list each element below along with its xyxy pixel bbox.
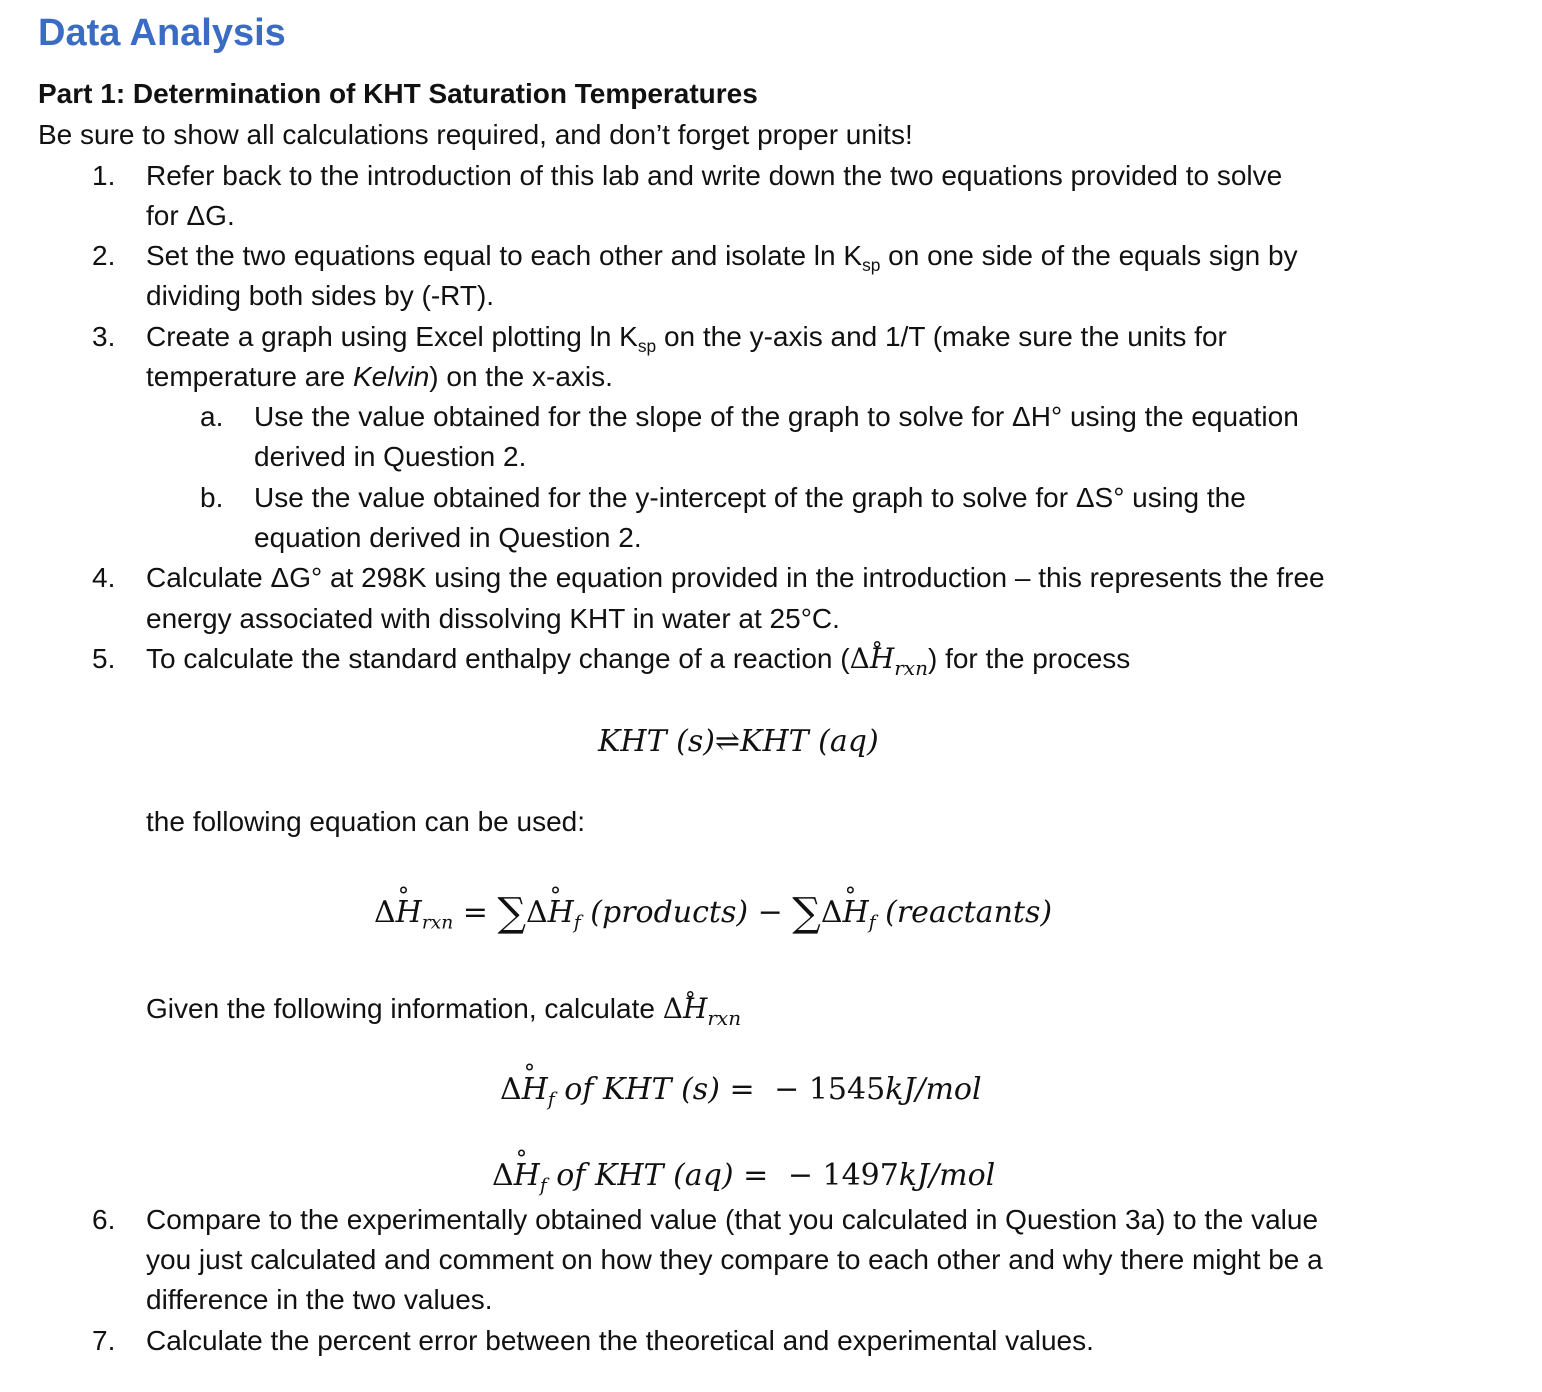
q7-number: 7. — [92, 1325, 116, 1356]
q4-line-1: Calculate ΔG° at 298K using the equation provided in the introduction – this represents the free — [146, 562, 1325, 593]
q3b-line-1: Use the value obtained for the y-intercept of the graph to solve for ΔS° using the — [254, 482, 1246, 513]
q2-line-1: Set the two equations equal to each other and isolate $\ln K_{sp}$ on one side of the equals sign by — [146, 240, 1298, 276]
intro-text: Be sure to show all calculations required, and don’t forget proper units! — [38, 119, 913, 150]
q4-number: 4. — [92, 562, 116, 593]
page-title: Data Analysis — [38, 12, 286, 54]
q5-number: 5. — [92, 643, 116, 674]
q2-line-2: dividing both sides by (-RT). — [146, 280, 495, 311]
q3a-line-1: Use the value obtained for the slope of the graph to solve for ΔH° using the equation — [254, 401, 1299, 432]
q6-line-3: difference in the two values. — [146, 1284, 493, 1315]
q3b-line-2: equation derived in Question 2. — [254, 522, 642, 553]
q6-line-2: you just calculated and comment on how they compare to each other and why there might be a — [146, 1244, 1323, 1275]
q3-number: 3. — [92, 321, 116, 352]
q7-line-1: Calculate the percent error between the theoretical and experimental values. — [146, 1325, 1094, 1356]
q6-number: 6. — [92, 1204, 116, 1235]
q1-line-1: Refer back to the introduction of this lab and write down the two equations provided to solve — [146, 160, 1283, 191]
q1-number: 1. — [92, 160, 116, 191]
q3b-label: b. — [200, 482, 224, 513]
q1-line-2: for ΔG. — [146, 200, 235, 231]
section-heading: Part 1: Determination of KHT Saturation Temperatures — [38, 78, 758, 109]
q5-line-1: To calculate the standard enthalpy change of a reaction (Δ° $H_{rxn}$) for the process — [146, 639, 1130, 679]
q6-line-1: Compare to the experimentally obtained value (that you calculated in Question 3a) to the value — [146, 1204, 1319, 1235]
q3-line-2: temperature are Kelvin) on the x-axis. — [146, 361, 613, 392]
enthalpy-sum-equation: Δ° $H_{rxn} = \sum\Delta^\circ$ $H_f$ (products) − ∑Δ° $H_f$ (reactants) — [374, 890, 1052, 936]
dhf-kht-solid: Δ° $H_f$ of KHT (s) = − 1545kJ/mol — [500, 1072, 982, 1107]
q4-line-2: energy associated with dissolving KHT in water at 25°C. — [146, 603, 840, 634]
q5-following-text: the following equation can be used: — [146, 806, 585, 837]
q3a-label: a. — [200, 401, 224, 432]
reaction-equation: KHT (s)⇌KHT (aq) — [598, 724, 879, 759]
q3a-line-2: derived in Question 2. — [254, 441, 527, 472]
q5-given-text: Given the following information, calculate Δ° $H_{rxn}$ — [146, 989, 741, 1029]
q2-number: 2. — [92, 240, 116, 271]
dhf-kht-aqueous: Δ° $H_f$ of KHT (aq) = − 1497kJ/mol — [492, 1158, 995, 1193]
q3-line-1: Create a graph using Excel plotting $\ln K_{sp}$ on the y-axis and 1/T (make sure the units for — [146, 321, 1227, 357]
